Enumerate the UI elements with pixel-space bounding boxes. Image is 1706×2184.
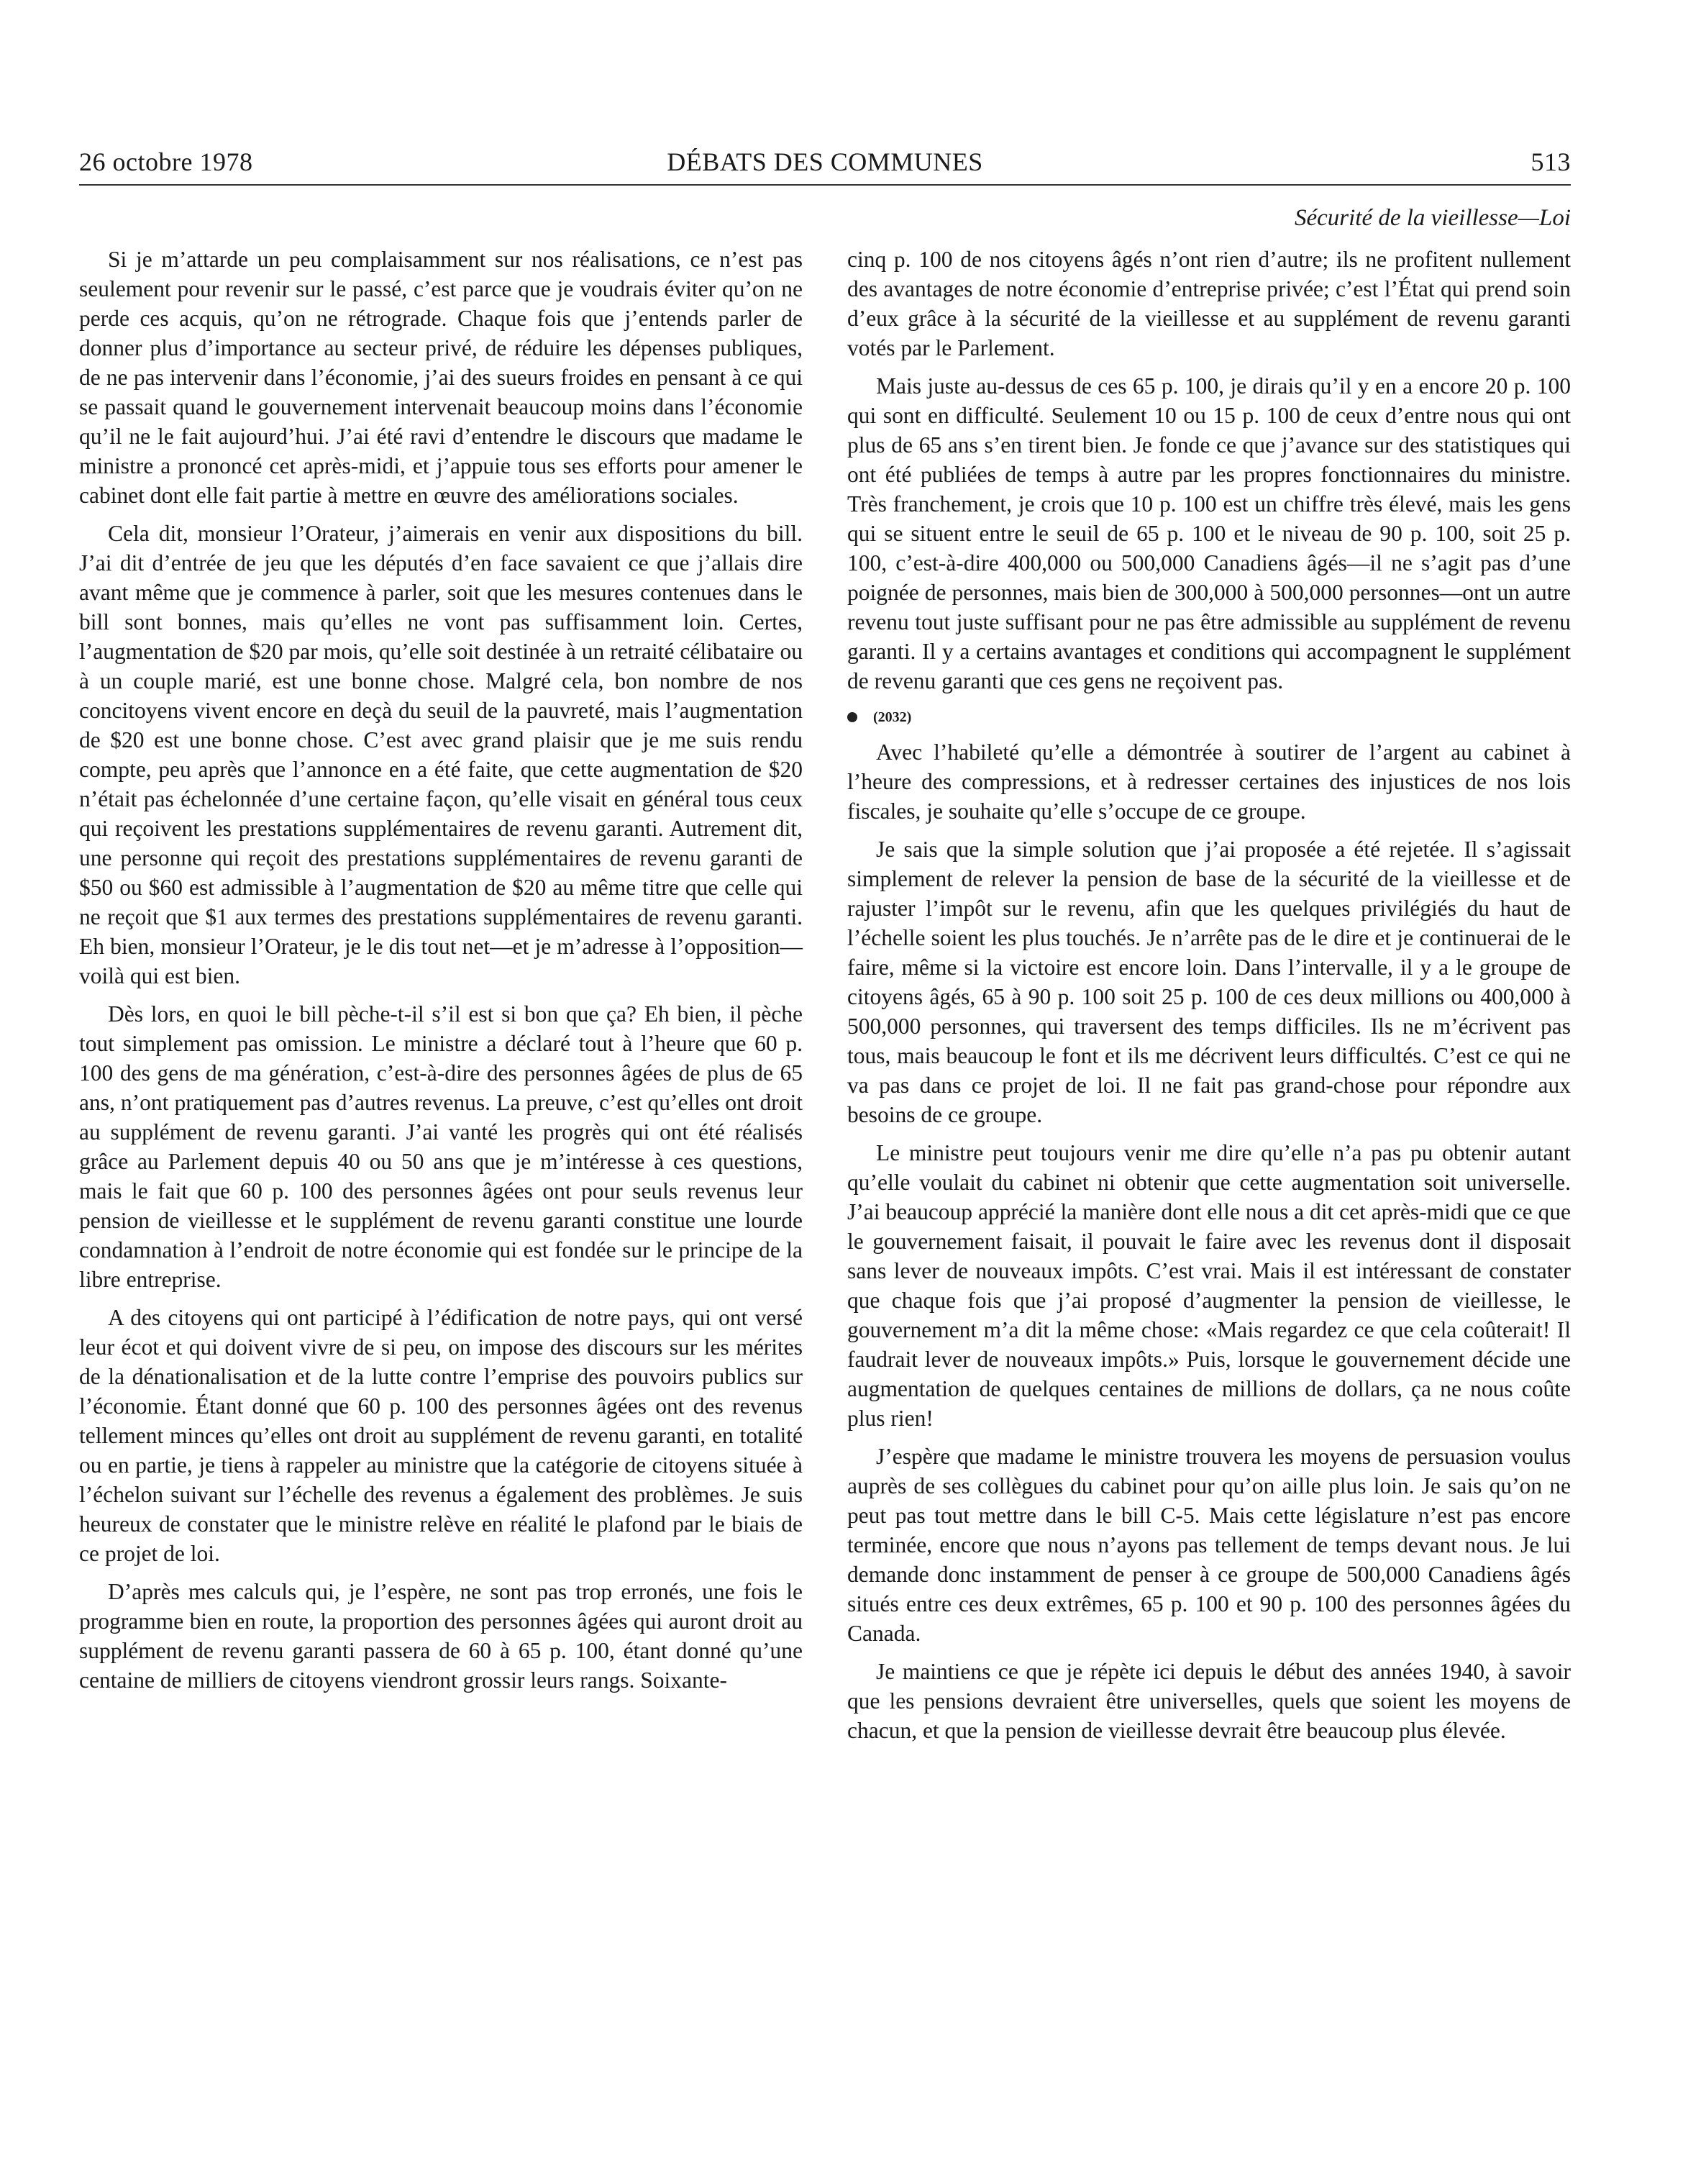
header-rule (79, 184, 1571, 186)
paragraph: Mais juste au-dessus de ces 65 p. 100, je dirais qu’il y en a encore 20 p. 100 qui sont en difficulté. Seulement 10 ou 15 p. 100 de ceux d’entre nous qui ont plus de 65 ans s’en tirent bien. Je fonde ce que j’avance sur des statistiques qui ont été publiées de temps à autre par les propres fonctionnaires du ministre. Très franchement, je crois que 10 p. 100 est un chiffre très élevé, mais les gens qui se situent entre le seuil de 65 p. 100 et le niveau de 90 p. 100, soit 25 p. 100, c’est-à-dire 400,000 ou 500,000 Canadiens âgés—il ne s’agit pas d’une poignée de personnes, mais bien de 300,000 à 500,000 personnes—ont un autre revenu tout juste suffisant pour ne pas être admissible au supplément de revenu garanti. Il y a certains avantages et conditions qui accompagnent le supplément de revenu garanti que ces gens ne reçoivent pas. (847, 373, 1571, 693)
paragraph: Je sais que la simple solution que j’ai proposée a été rejetée. Il s’agissait simplement de relever la pension de base de la sécurité de la vieillesse et de rajuster l’impôt sur le revenu, afin que les quelques privilégiés du haut de l’échelle soient les plus touchés. Je n’arrête pas de le dire et je continuerai de le faire, même si la victoire est encore loin. Dans l’intervalle, il y a le groupe de citoyens âgés, 65 à 90 p. 100 soit 25 p. 100 de ces deux millions ou 400,000 à 500,000 personnes, qui traversent des temps difficiles. Ils ne m’écrivent pas tous, mais beaucoup le font et ils me décrivent leurs difficultés. C’est ce qui ne va pas dans ce projet de loi. Il ne fait pas grand-chose pour répondre aux besoins de ce groupe. (847, 837, 1571, 1127)
paragraph: J’espère que madame le ministre trouvera les moyens de persuasion voulus auprès de ses collègues du cabinet pour qu’on aille plus loin. Je sais qu’on ne peut pas tout mettre dans le bill C-5. Mais cette législature n’est pas encore terminée, encore que nous n’ayons pas tellement de temps devant nous. Je lui demande donc instamment de penser à ce groupe de 500,000 Canadiens âgés situés entre ces deux extrêmes, 65 p. 100 et 90 p. 100 des personnes âgées du Canada. (847, 1444, 1571, 1646)
time-marker (847, 704, 1571, 730)
time-marker-label: (2032) (873, 709, 912, 725)
page-number: 513 (1531, 147, 1571, 176)
continued-paragraph: cinq p. 100 de nos citoyens âgés n’ont rien d’autre; ils ne profitent nullement des avantages de notre économie d’entreprise privée; c’est l’État qui prend soin d’eux grâce à la sécurité de la vieillesse et au supplément de revenu garanti votés par le Parlement. (847, 247, 1571, 360)
bullet-icon (847, 712, 857, 722)
right-column (847, 245, 1571, 1754)
paragraph: Cela dit, monsieur l’Orateur, j’aimerais en venir aux dispositions du bill. J’ai dit d’entrée de jeu que les députés d’en face savaient ce que j’allais dire avant même que je commence à parler, soit que les mesures contenues dans le bill sont bonnes, mais qu’elles ne vont pas suffisamment loin. Certes, l’augmentation de $20 par mois, qu’elle soit destinée à un retraité célibataire ou à un couple marié, est une bonne chose. Malgré cela, bon nombre de nos concitoyens vivent encore en deçà du seuil de la pauvreté, mais l’augmentation de $20 est une bonne chose. C’est avec grand plaisir que je me suis rendu compte, peu après que l’annonce en a été faite, que cette augmentation de $20 n’était pas échelonnée d’une certaine façon, qu’elle visait en général tous ceux qui reçoivent les prestations supplémentaires de revenu garanti. Autrement dit, une personne qui reçoit des prestations supplémentaires de revenu garanti de $50 ou $60 est admissible à l’augmentation de $20 au même titre que celle qui ne reçoit que $1 aux termes des prestations supplémentaires de revenu garanti. Eh bien, monsieur l’Orateur, je le dis tout net—et je m’adresse à l’opposition—voilà qui est bien. (79, 521, 803, 988)
paragraph: Si je m’attarde un peu complaisamment sur nos réalisations, ce n’est pas seulement pour revenir sur le passé, c’est parce que je voudrais éviter qu’on ne perde ces acquis, qu’on ne rétrograde. Chaque fois que j’entends parler de donner plus d’importance au secteur privé, de réduire les dépenses publiques, de ne pas intervenir dans l’économie, j’ai des sueurs froides en pensant à ce qui se passait quand le gouvernement intervenait beaucoup moins dans l’économie qu’il ne le fait aujourd’hui. J’ai été ravi d’entendre le discours que madame le ministre a prononcé cet après-midi, et j’appuie tous ses efforts pour amener le cabinet dont elle fait partie à mettre en œuvre des améliorations sociales. (79, 247, 803, 508)
running-header (79, 147, 1571, 183)
paragraph: Dès lors, en quoi le bill pèche-t-il s’il est si bon que ça? Eh bien, il pèche tout simplement pas omission. Le ministre a déclaré tout à l’heure que 60 p. 100 des gens de ma génération, c’est-à-dire des personnes âgées de plus de 65 ans, n’ont pratiquement pas d’autres revenus. La preuve, c’est qu’elles ont droit au supplément de revenu garanti. J’ai vanté les progrès qui ont été réalisés grâce au Parlement depuis 40 ou 50 ans que je m’intéresse à ces questions, mais le fait que 60 p. 100 des personnes âgées ont pour seuls revenus leur pension de vieillesse et le supplément de revenu garanti constitue une lourde condamnation à l’endroit de notre économie qui est fondée sur le principe de la libre entreprise. (79, 1001, 803, 1292)
paragraph: A des citoyens qui ont participé à l’édification de notre pays, qui ont versé leur écot et qui doivent vivre de si peu, on impose des discours sur les mérites de la dénationalisation et de la lutte contre l’emprise des pouvoirs publics sur l’économie. Étant donné que 60 p. 100 des personnes âgées ont des revenus tellement minces qu’elles ont droit au supplément de revenu garanti, en totalité ou en partie, je tiens à rappeler au ministre que la catégorie de citoyens située à l’échelon suivant sur l’échelle des revenus a également des problèmes. Je suis heureux de constater que le ministre relève en réalité le plafond par le biais de ce projet de loi. (79, 1305, 803, 1566)
paragraph: Je maintiens ce que je répète ici depuis le début des années 1940, à savoir que les pensions devraient être universelles, quels que soient les moyens de chacun, et que la pension de vieillesse devrait être beaucoup plus élevée. (847, 1659, 1571, 1743)
header-title: DÉBATS DES COMMUNES (667, 147, 983, 176)
left-column (79, 245, 803, 1703)
header-date: 26 octobre 1978 (79, 147, 253, 176)
paragraph: D’après mes calculs qui, je l’espère, ne sont pas trop erronés, une fois le programme bien en route, la proportion des personnes âgées qui auront droit au supplément de revenu garanti passera de 60 à 65 p. 100, étant donné qu’une centaine de milliers de citoyens viendront grossir leurs rangs. Soixante- (79, 1579, 803, 1693)
paragraph: Avec l’habileté qu’elle a démontrée à soutirer de l’argent au cabinet à l’heure des compressions, et à redresser certaines des injustices de nos lois fiscales, je souhaite qu’elle s’occupe de ce groupe. (847, 740, 1571, 824)
section-title: Sécurité de la vieillesse—Loi (1295, 205, 1571, 231)
paragraph: Le ministre peut toujours venir me dire qu’elle n’a pas pu obtenir autant qu’elle voulait du cabinet ni obtenir que cette augmentation soit universelle. J’ai beaucoup apprécié la manière dont elle nous a dit cet après-midi que ce que le gouvernement faisait, il pouvait le faire avec les revenus dont il disposait sans lever de nouveaux impôts. C’est vrai. Mais il est intéressant de constater que chaque fois que j’ai proposé d’augmenter la pension de vieillesse, le gouvernement m’a dit la même chose: «Mais regardez ce que cela coûterait! Il faudrait lever de nouveaux impôts.» Puis, lorsque le gouvernement décide une augmentation de quelques centaines de millions de dollars, ça ne nous coûte plus rien! (847, 1140, 1571, 1431)
